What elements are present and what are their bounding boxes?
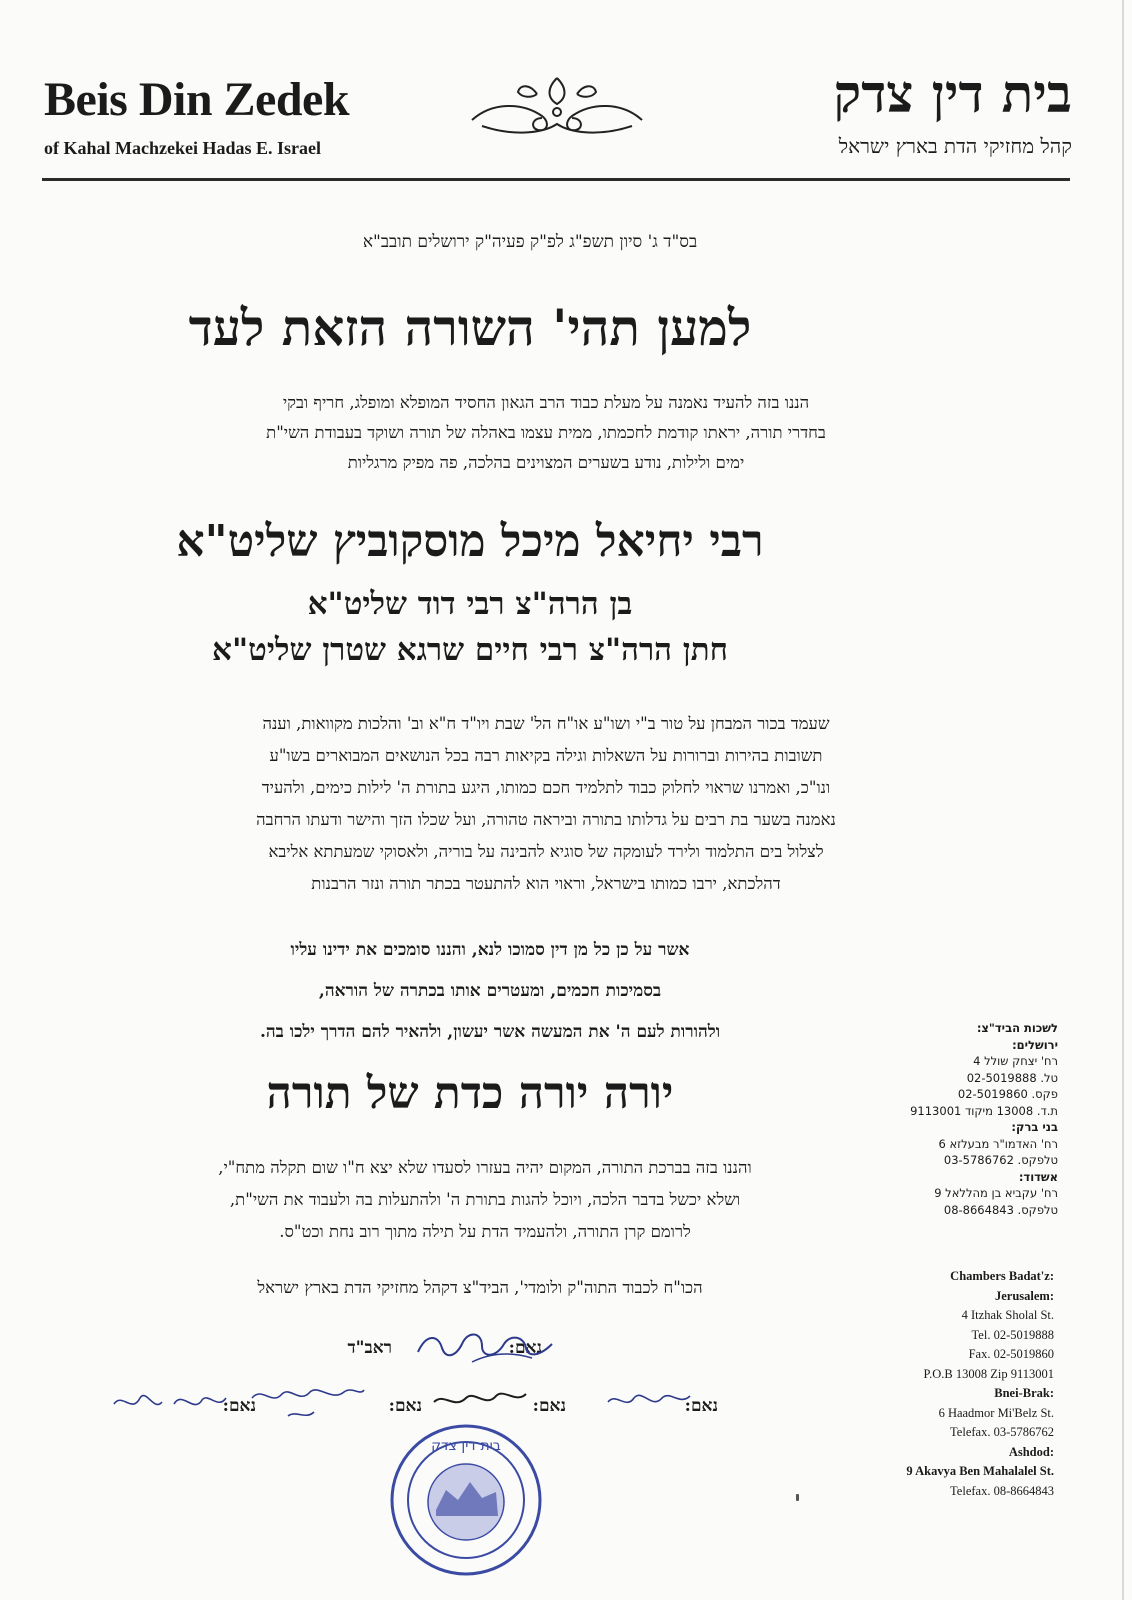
exam-paragraph — [40, 708, 1052, 900]
bneibrak-label: Bnei-Brak: — [994, 1386, 1054, 1400]
address-line: 4 Itzhak Sholal St. — [961, 1308, 1054, 1322]
paragraph-line: אשר על כן כל מן דין סמוכו לנא, והננו סומכים את ידינו עליו — [290, 940, 690, 960]
telefax-line: Telefax. 03-5786762 — [950, 1425, 1054, 1439]
letterhead-hebrew-title: בית דין צדק — [833, 64, 1072, 125]
name-label: נאם: — [222, 1396, 256, 1416]
paragraph-line: בחדרי תורה, יראתו קודמת לחכמתו, ממית עצמו באהלה של תורה ושוקד בעבודת השי"ת — [266, 423, 826, 442]
paragraph-line: תשובות בהירות וברורות על השאלות וגילה בקיאות רבה בכל הנושאים המבוארים בשו"ע — [269, 746, 823, 765]
page-edge — [1122, 0, 1124, 1600]
yoreh-yoreh-title: יורה יורה כדת של תורה — [266, 1068, 674, 1119]
paragraph-line: בסמיכות חכמים, ומעטרים אותו בכתרה של הוראה, — [318, 981, 662, 1001]
ashdod-label: Ashdod: — [1008, 1444, 1054, 1459]
phone-line: Tel. 02-5019888 — [971, 1327, 1054, 1342]
address-line: רח' האדמו"ר מבעלזא 6 — [938, 1136, 1058, 1151]
paragraph-line: שעמד בכור המבחן על טור ב"י ושו"ע או"ח הל' שבת ויו"ד ח"א וב' והלכות מקוואות, וענה — [262, 714, 830, 733]
name-label: נאם: — [532, 1396, 566, 1416]
letterhead-hebrew-subtitle: קהל מחזיקי הדת בארץ ישראל — [838, 134, 1072, 158]
telefax-line: טלפקס. 03-5786762 — [943, 1153, 1058, 1167]
paragraph-line: ונו"כ, ואמרנו שראוי לחלוק כבוד לתלמיד חכם כמותו, היגע בתורת ה' לילות כימים, ולהעיד — [261, 778, 831, 797]
address-line: 6 Haadmor Mi'Belz St. — [938, 1405, 1054, 1420]
ordination-paragraph — [110, 930, 870, 1053]
intro-paragraph — [40, 388, 1052, 478]
court-seal-stamp — [386, 1420, 546, 1580]
seal-text: בית דין צדק — [431, 1438, 501, 1454]
handwritten-signature-head — [412, 1322, 560, 1368]
honoree-son-in-law-of: חתן הרה"צ רבי חיים שרגא שטרן שליט"א — [212, 632, 728, 668]
date-line: בס"ד ג' סיון תשפ"ג לפ"ק פעיה"ק ירושלים תובב"א — [362, 232, 698, 252]
fax-line: פקס. 02-5019860 — [957, 1087, 1058, 1101]
name-label: נאם: — [684, 1396, 718, 1416]
blessing-paragraph — [100, 1152, 870, 1248]
ornament-icon — [462, 72, 652, 142]
certificate-headline: למען תהי' השורה הזאת לעד — [188, 298, 752, 357]
handwritten-signature-1 — [110, 1384, 230, 1420]
jerusalem-label: ירושלים: — [1012, 1037, 1058, 1052]
paragraph-line: הננו בזה להעיד נאמנה על מעלת כבוד הרב הגאון החסיד המופלא ומופלג, חריף ובקי — [282, 393, 810, 412]
fax-line: Fax. 02-5019860 — [968, 1347, 1054, 1361]
bneibrak-label: בני ברק: — [1011, 1120, 1058, 1134]
sidebar-heading: לשכות הביד"צ: — [976, 1021, 1058, 1035]
honoree-name: רבי יחיאל מיכל מוסקוביץ שליט"א — [176, 516, 764, 567]
paragraph-line: ושלא יכשל בדבר הלכה, ויוכל להגות בתורת ה' ולהתעלות בה ולעבוד את השי"ת, — [229, 1190, 741, 1209]
letterhead-divider — [42, 178, 1070, 181]
paragraph-line: ימים ולילות, נודע בשערים המצוינים בהלכה, פה מפיק מרגליות — [347, 453, 745, 472]
honoree-son-of: בן הרה"צ רבי דוד שליט"א — [307, 586, 633, 622]
paragraph-line: נאמנה בשער בת רבים על גדלותו בתורה וביראה טהורה, ועל שכלו הזך והישר ודעתו הרחבה — [256, 810, 836, 829]
letterhead-english-subtitle: of Kahal Machzekei Hadas E. Israel — [44, 138, 321, 158]
ink-mark — [796, 1494, 799, 1501]
phone-line: טל. 02-5019888 — [966, 1070, 1058, 1085]
pob-line: P.O.B 13008 Zip 9113001 — [923, 1366, 1054, 1381]
name-label: נאם: — [508, 1338, 542, 1358]
name-label: נאם: — [388, 1396, 422, 1416]
sidebar-heading: Chambers Badat'z: — [950, 1269, 1054, 1283]
handwritten-signature-2 — [248, 1380, 368, 1424]
paragraph-line: דהלכתא, ירבו כמותו בישראל, וראוי הוא להתעטר בכתר תורה ונזר הרבנות — [311, 874, 781, 893]
handwritten-signature-3 — [430, 1384, 530, 1416]
ashdod-label: אשדוד: — [1018, 1169, 1058, 1184]
honor-line: הכו"ח לכבוד התוה"ק ולומדי', הביד"צ דקהל מחזיקי הדת בארץ ישראל — [257, 1278, 703, 1297]
paragraph-line: לרומם קרן התורה, ולהעמיד הדת על תילה מתוך רוב נחת וכט"ס. — [279, 1222, 691, 1241]
jerusalem-label: Jerusalem: — [994, 1288, 1054, 1303]
letterhead-english-title: Beis Din Zedek — [44, 73, 350, 126]
seal-icon — [386, 1420, 546, 1580]
paragraph-line: ולהורות לעם ה' את המעשה אשר יעשון, ולהאיר להם הדרך ילכו בה. — [259, 1022, 721, 1042]
handwritten-signature-4 — [604, 1384, 694, 1416]
pob-line: ת.ד. 13008 מיקוד 9113001 — [910, 1103, 1058, 1118]
head-title: ראב"ד — [347, 1338, 392, 1358]
sidebar-hebrew-addresses — [890, 1020, 1058, 1218]
sidebar-english-addresses — [868, 1267, 1054, 1501]
paragraph-line: והננו בזה בברכת התורה, המקום יהיה בעזרו לסעדו שלא יצא ח"ו שום תקלה מתח"י, — [218, 1158, 752, 1177]
address-line: רח' יצחק שולל 4 — [973, 1054, 1058, 1068]
address-line: 9 Akavya Ben Mahalalel St. — [906, 1464, 1054, 1478]
telefax-line: טלפקס. 08-8664843 — [943, 1202, 1058, 1217]
address-line: רח' עקביא בן מהללאל 9 — [934, 1186, 1058, 1200]
telefax-line: Telefax. 08-8664843 — [950, 1483, 1054, 1498]
paragraph-line: לצלול בים התלמוד ולירד לעומקה של סוגיא להבינה על בוריה, ולאסוקי שמעתתא אליבא — [268, 842, 824, 861]
